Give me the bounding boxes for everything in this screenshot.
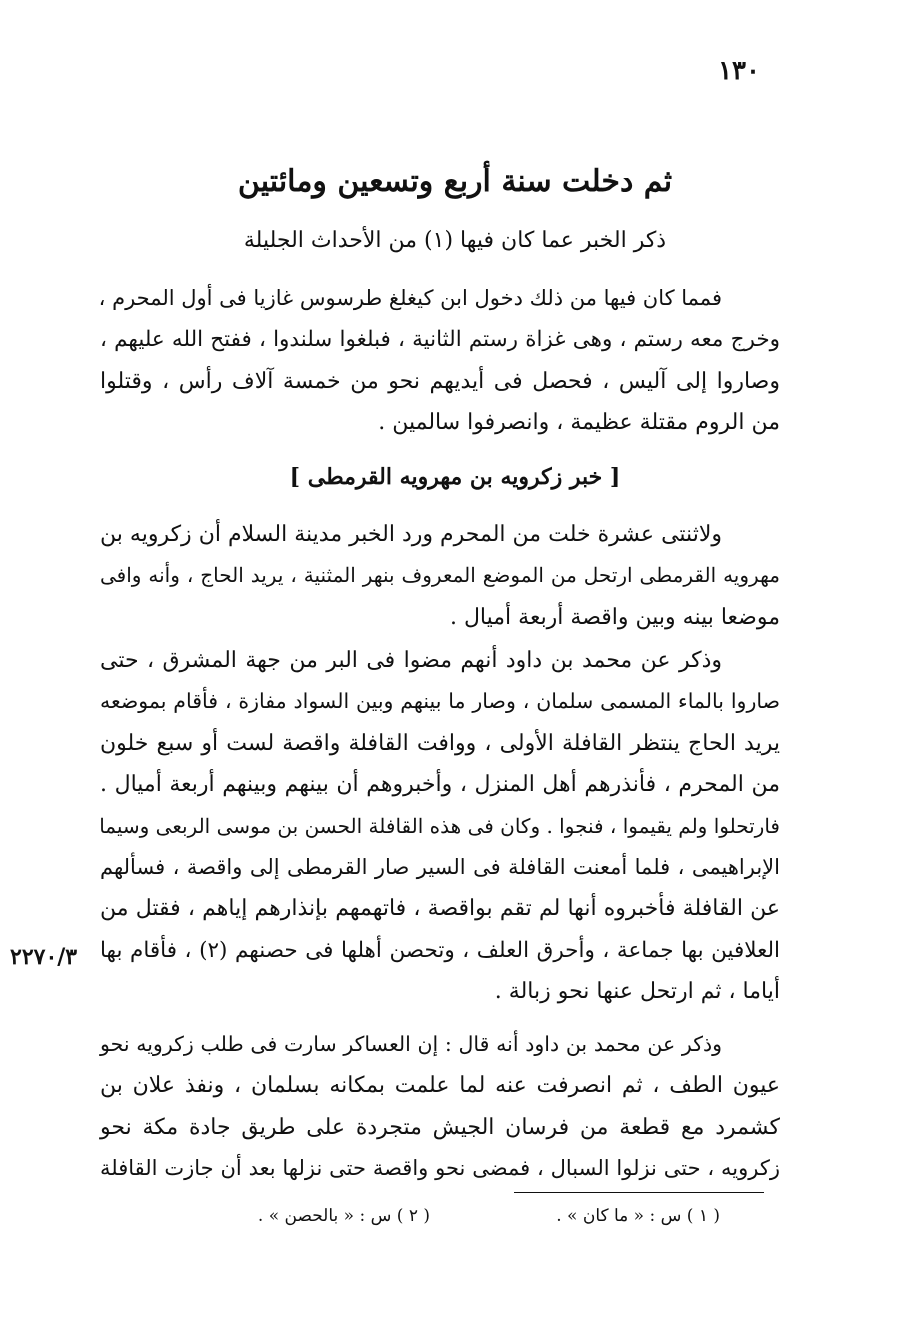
text-line: صاروا بالماء المسمى سلمان ، وصار ما بينهم وبين السواد مفازة ، فأقام بموضعه [100, 689, 780, 714]
text-line: من المحرم ، فأنذرهم أهل المنزل ، وأخبروهم أن بينهم وبينهم أربعة أميال . [100, 772, 780, 798]
text-line: وخرج معه رستم ، وهى غزاة رستم الثانية ، فبلغوا سلندوا ، ففتح الله عليهم ، [100, 327, 780, 353]
text-line: موضعا بينه وبين واقصة أربعة أميال . [449, 604, 780, 630]
paragraph-4 [100, 1024, 780, 1190]
text-line: يريد الحاج ينتظر القافلة الأولى ، ووافت القافلة واقصة لست أو سبع خلون [100, 730, 780, 756]
text-line: فارتحلوا ولم يقيموا ، فنجوا . وكان فى هذه القافلة الحسن بن موسى الربعى وسيما [99, 813, 780, 838]
text-line: كشمرد مع قطعة من فرسان الجيش متجردة على طريق جادة مكة نحو [100, 1114, 780, 1140]
text-line: الإبراهيمى ، فلما أمعنت القافلة فى السير صار القرمطى إلى واقصة ، فسألهم [100, 854, 780, 879]
paragraph-3 [100, 640, 780, 1013]
chapter-title: ثم دخلت سنة أربع وتسعين ومائتين [237, 164, 673, 199]
text-line: وصاروا إلى آليس ، فحصل فى أيديهم نحو من خمسة آلاف رأس ، وقتلوا [100, 368, 780, 394]
text-line: ولاثنتى عشرة خلت من المحرم ورد الخبر مدينة السلام أن زكرويه بن [100, 522, 722, 547]
paragraph-2 [100, 514, 780, 638]
text-line: العلافين بها جماعة ، وأحرق العلف ، وتحصن أهلها فى حصنهم (٢) ، فأقام بها [100, 937, 780, 963]
text-line: عن القافلة فأخبروه أنها لم تقم بواقصة ، فاتهمهم بإنذارهم إياهم ، فقتل من [100, 896, 780, 922]
text-line: وذكر عن محمد بن داود أنهم مضوا فى البر من جهة المشرق ، حتى [100, 648, 722, 673]
text-line: مهرويه القرمطى ارتحل من الموضع المعروف بنهر المثنية ، يريد الحاج ، وأنه وافى [100, 563, 780, 588]
text-line: فمما كان فيها من ذلك دخول ابن كيغلغ طرسوس غازيا فى أول المحرم ، [98, 286, 722, 310]
footnote-divider [514, 1192, 764, 1193]
section-heading: [ خبر زكرويه بن مهرويه القرمطى ] [289, 464, 621, 490]
text-line: أياما ، ثم ارتحل عنها نحو زبالة . [494, 979, 780, 1005]
text-line: عيون الطف ، ثم انصرفت عنه لما علمت بمكانه بسلمان ، ونفذ علان بن [100, 1073, 780, 1099]
footnote-2: ( ٢ ) س : « بالحصن » . [257, 1206, 430, 1226]
footnote-1: ( ١ ) س : « ما كان » . [556, 1206, 720, 1226]
text-line: وذكر عن محمد بن داود أنه قال : إن العساكر سارت فى طلب زكرويه نحو [100, 1032, 722, 1056]
margin-reference: ٢٢٧٠/٣ [10, 944, 78, 970]
text-line: زكرويه ، حتى نزلوا السبال ، فمضى نحو واقصة حتى نزلها بعد أن جازت القافلة [100, 1156, 780, 1181]
paragraph-1 [100, 278, 780, 444]
chapter-subtitle: ذكر الخبر عما كان فيها (١) من الأحداث الجليلة [243, 228, 667, 253]
text-line: من الروم مقتلة عظيمة ، وانصرفوا سالمين . [378, 410, 780, 436]
page-number: ١٣٠ [718, 56, 760, 86]
